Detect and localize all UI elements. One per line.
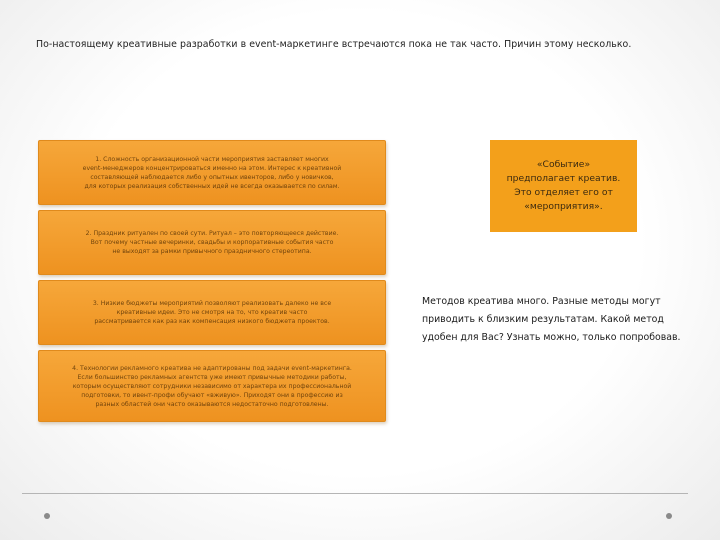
reason-1-line: составляющей наблюдается либо у опытных ивенторов, либо у новичков, (90, 173, 334, 181)
reason-4-line: Если большинство рекламных агентств уже имеют привычные методики работы, (77, 373, 347, 381)
methods-line: Методов креатива много. Разные методы могут (422, 296, 661, 307)
reason-1-line: для которых реализация собственных идей не всегда оказывается по силам. (84, 182, 340, 190)
methods-line: приводить к близким результатам. Какой метод (422, 314, 664, 325)
methods-text (422, 293, 712, 347)
methods-line: удобен для Вас? Узнать можно, только попробовав. (422, 332, 681, 343)
footer-dot-left (44, 513, 50, 519)
reason-box-3 (38, 280, 386, 345)
reason-box-1 (38, 140, 386, 205)
reason-4-line: которым осуществляют сотрудники независимо от характера их профессиональной (72, 382, 352, 390)
reason-box-2 (38, 210, 386, 275)
reason-2-line: Вот почему частные вечеринки, свадьбы и корпоративные события часто (90, 239, 334, 246)
reason-2-line: 2. Праздник ритуален по своей сути. Ритуал – это повторяющееся действие. (85, 230, 339, 237)
reason-4-line: подготовки, то ивент-профи обучают «вживую». Приходят они в профессию из (81, 391, 343, 399)
event-callout-line: Это отделяет его от (514, 187, 613, 198)
event-callout-line: «Событие» (536, 159, 591, 170)
reason-3-line: 3. Низкие бюджеты мероприятий позволяют реализовать далеко не все (92, 300, 332, 307)
reason-4-line: 4. Технологии рекламного креатива не адаптированы под задачи event-маркетинга. (72, 364, 352, 372)
intro-text: По-настоящему креативные разработки в event-маркетинге встречаются пока не так часто. Причин этому несколько. (36, 39, 632, 50)
footer-dot-right (666, 513, 672, 519)
reason-1-line: 1. Сложность организационной части мероприятия заставляет многих (95, 155, 329, 163)
event-callout-line: предполагает креатив. (506, 173, 621, 184)
event-callout-box (490, 140, 637, 232)
reason-box-4 (38, 350, 386, 422)
reason-2-line: не выходят за рамки привычного праздничного стереотипа. (112, 248, 312, 255)
reason-3-line: рассматривается как раз как компенсация низкого бюджета проектов. (94, 318, 330, 325)
event-callout-line: «мероприятия». (524, 201, 603, 212)
footer-divider (22, 493, 688, 494)
reason-4-line: разных областей они часто оказываются недостаточно подготовлены. (95, 400, 329, 408)
reason-3-line: креативные идеи. Это не смотря на то, что креатив часто (116, 309, 308, 316)
reason-1-line: event-менеджеров концентрироваться именно на этом. Интерес к креативной (82, 164, 342, 172)
